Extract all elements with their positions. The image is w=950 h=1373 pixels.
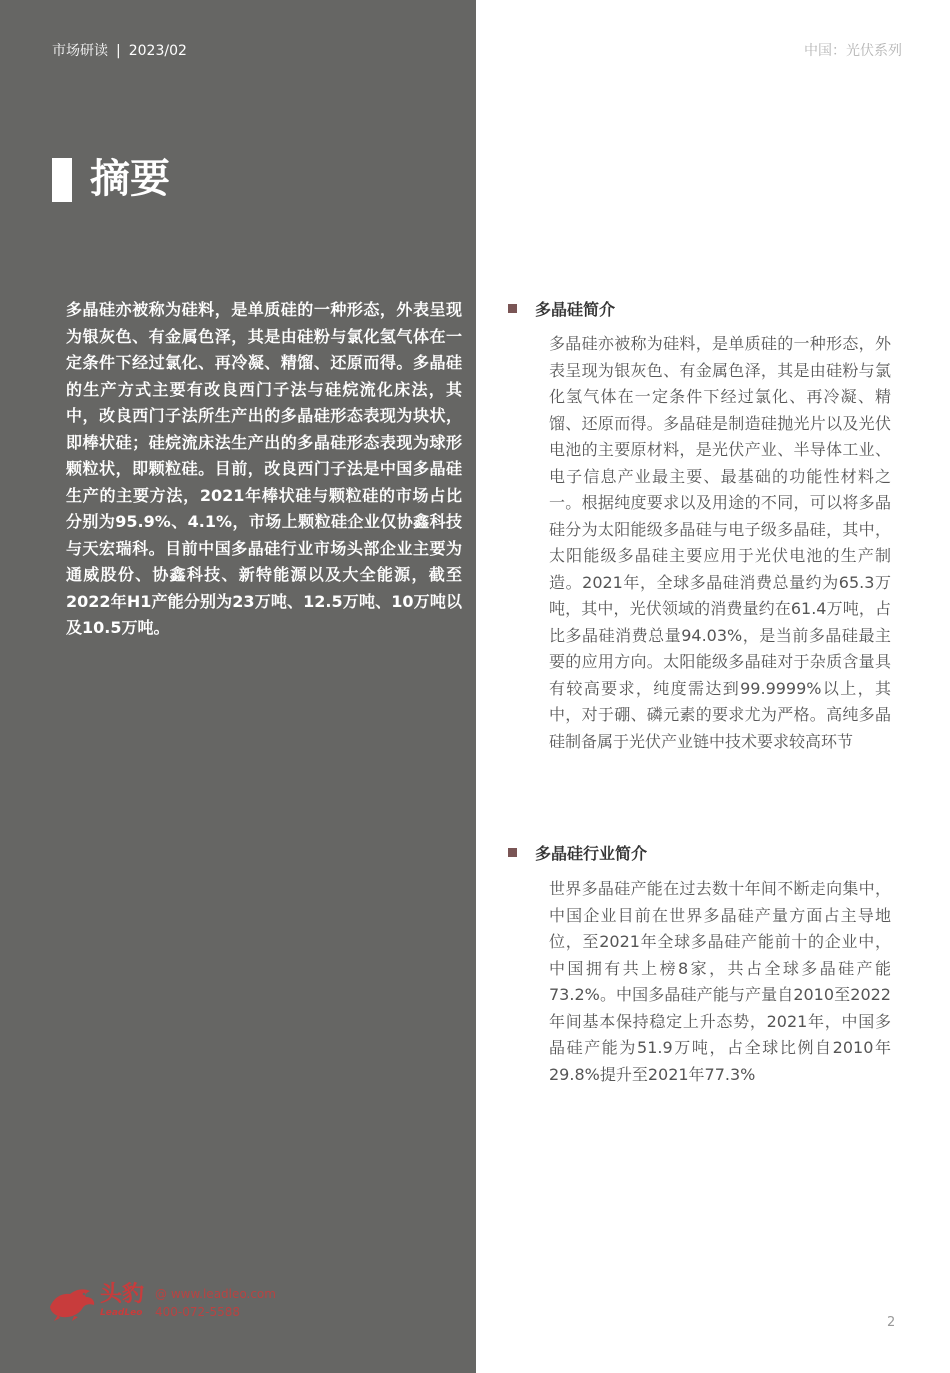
section-heading-label: 多晶硅简介 <box>535 300 616 319</box>
square-bullet-icon <box>508 848 517 857</box>
section-body-industry-intro: 世界多晶硅产能在过去数十年间不断走向集中，中国企业目前在世界多晶硅产量方面占主导地位，至2021年全球多晶硅产能前十的企业中，中国拥有共上榜8家，共占全球多晶硅产能73.2%。中国多晶硅产能与产量自2010至2022年间基本保持稳定上升态势，2021年，中国多晶硅产能为51.9万吨，占全球比例自2010年29.8%提升至2021年77.3% <box>549 879 891 1084</box>
logo-contact <box>155 1285 276 1321</box>
report-series: 中国：光伏系列 <box>804 43 902 59</box>
logo-english-name: LeadLeo <box>100 1308 143 1318</box>
report-category: 市场研读 <box>52 43 108 59</box>
section-heading-label: 多晶硅行业简介 <box>535 844 648 863</box>
page-title: 摘要 <box>90 156 170 202</box>
square-bullet-icon <box>508 304 517 313</box>
page-number: 2 <box>887 1315 896 1330</box>
leopard-logo-icon <box>48 1285 96 1321</box>
section-heading-polysilicon-intro <box>508 298 615 322</box>
phone-number: 400-072-5588 <box>155 1305 241 1319</box>
header-separator: | <box>116 43 121 59</box>
logo-chinese-name: 头豹 <box>100 1282 145 1307</box>
report-header <box>52 40 187 60</box>
title-accent-bar <box>52 158 72 202</box>
report-date: 2023/02 <box>128 43 187 59</box>
website-link[interactable]: @ www.leadleo.com <box>155 1287 276 1301</box>
section-body-polysilicon-intro: 多晶硅亦被称为硅料，是单质硅的一种形态，外表呈现为银灰色、有金属色泽，其是由硅粉与氯化氢气体在一定条件下经过氯化、再冷凝、精馏、还原而得。多晶硅是制造硅抛光片以及光伏电池的主要原材料，是光伏产业、半导体工业、电子信息产业最主要、最基础的功能性材料之一。根据纯度要求以及用途的不同，可以将多晶硅分为太阳能级多晶硅与电子级多晶硅，其中，太阳能级多晶硅主要应用于光伏电池的生产制造。2021年，全球多晶硅消费总量约为65.3万吨，其中，光伏领域的消费量约在61.4万吨，占比多晶硅消费总量94.03%，是当前多晶硅最主要的应用方向。太阳能级多晶硅对于杂质含量具有较高要求，纯度需达到99.9999%以上，其中，对于硼、磷元素的要求尤为严格。高纯多晶硅制备属于光伏产业链中技术要求较高环节 <box>549 334 891 751</box>
summary-text: 多晶硅亦被称为硅料，是单质硅的一种形态，外表呈现为银灰色、有金属色泽，其是由硅粉与氯化氢气体在一定条件下经过氯化、再冷凝、精馏、还原而得。多晶硅的生产方式主要有改良西门子法与硅烷流化床法，其中，改良西门子法所生产出的多晶硅形态表现为块状，即棒状硅；硅烷流床法生产出的多晶硅形态表现为球形颗粒状，即颗粒硅。目前，改良西门子法是中国多晶硅生产的主要方法，2021年棒状硅与颗粒硅的市场占比分别为95.9%、4.1%，市场上颗粒硅企业仅协鑫科技与天宏瑞科。目前中国多晶硅行业市场头部企业主要为通威股份、协鑫科技、新特能源以及大全能源，截至2022年H1产能分别为23万吨、12.5万吨、10万吨以及10.5万吨。 <box>66 300 462 637</box>
company-logo <box>48 1283 288 1323</box>
section-heading-industry-intro <box>508 842 647 866</box>
